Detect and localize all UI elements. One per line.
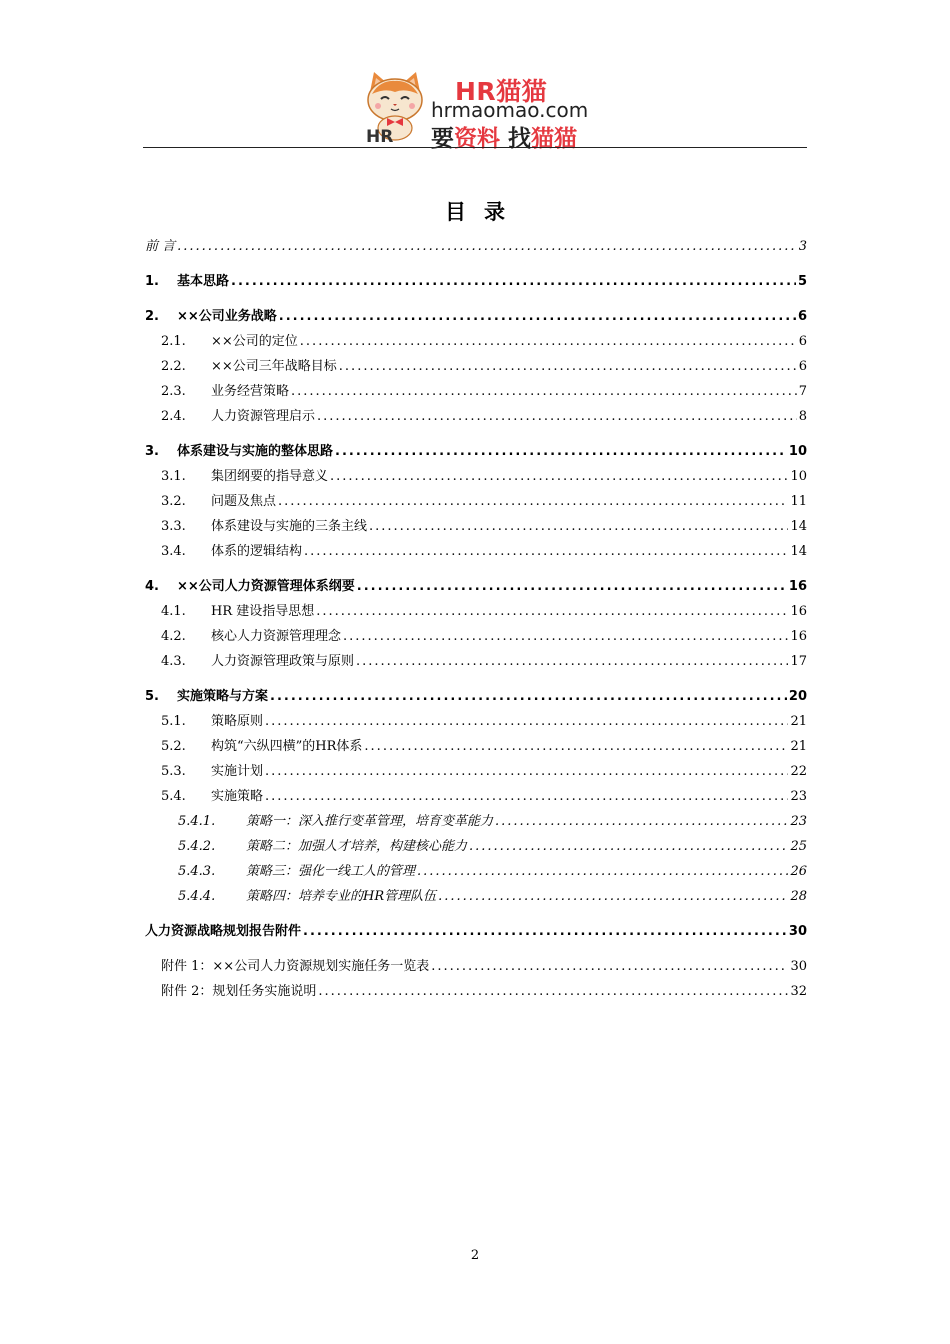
toc-entry-page: 30: [788, 924, 807, 939]
toc-entry-page: 6: [797, 309, 807, 324]
toc-entry-title: ××公司的定位: [211, 334, 298, 349]
toc-entry[interactable]: [145, 649, 807, 674]
toc-appendix-heading[interactable]: [145, 919, 807, 944]
toc-entry-title: 人力资源战略规划报告附件: [145, 924, 302, 939]
toc-entry-title: 人力资源管理启示: [211, 409, 316, 424]
cat-mascot-icon: [360, 70, 430, 148]
toc-entry-number: 3.: [145, 444, 159, 459]
toc-entry-page: 26: [790, 864, 807, 879]
brand-logo: [360, 70, 600, 152]
toc-entry-number: 5.3.: [161, 764, 186, 779]
page-title: 目录: [445, 200, 523, 224]
toc-entry-title: 附件 1：××公司人力资源规划实施任务一览表: [161, 959, 430, 974]
toc-entry-page: 14: [790, 544, 807, 559]
toc-entry-title: ××公司三年战略目标: [211, 359, 337, 374]
toc-entry-title: 策略二：加强人才培养，构建核心能力: [246, 839, 468, 854]
toc-entry-page: 17: [790, 654, 807, 669]
dot-leader: [357, 574, 787, 599]
toc-entry[interactable]: [145, 489, 807, 514]
header-divider: [143, 147, 807, 148]
toc-entry[interactable]: [145, 599, 807, 624]
toc-entry-page: 7: [798, 384, 807, 399]
toc-entry-number: 1.: [145, 274, 159, 289]
toc-entry-number: 3.3.: [161, 519, 186, 534]
dot-leader: [279, 304, 796, 329]
toc-entry[interactable]: [145, 464, 807, 489]
toc-entry-title: ××公司人力资源管理体系纲要: [177, 579, 355, 594]
toc-entry-page: 10: [790, 469, 807, 484]
toc-entry-page: 11: [790, 494, 807, 509]
toc-entry-title: 实施策略: [211, 789, 264, 804]
dot-leader: [265, 709, 788, 734]
toc-entry-title: 核心人力资源管理理念: [211, 629, 342, 644]
dot-leader: [339, 354, 797, 379]
toc-appendix-entry[interactable]: [145, 979, 807, 1004]
toc-entry-number: 5.4.4.: [178, 889, 216, 904]
toc-entry-page: 5: [797, 274, 807, 289]
toc-entry-number: 4.3.: [161, 654, 186, 669]
toc-entry[interactable]: [145, 684, 807, 709]
toc-entry[interactable]: [145, 759, 807, 784]
dot-leader: [356, 649, 788, 674]
toc-entry-page: 8: [798, 409, 807, 424]
toc-entry-title: 策略原则: [211, 714, 264, 729]
toc-entry[interactable]: [145, 304, 807, 329]
toc-entry-page: 30: [790, 959, 807, 974]
toc-entry-page: 16: [790, 604, 807, 619]
toc-entry-title: 实施计划: [211, 764, 264, 779]
toc-entry-number: 3.1.: [161, 469, 186, 484]
toc-entry[interactable]: [145, 234, 807, 259]
toc-entry-page: 10: [788, 444, 807, 459]
toc-entry-title: 策略四：培养专业的HR管理队伍: [246, 889, 437, 904]
dot-leader: [316, 599, 788, 624]
toc-entry-page: 16: [790, 629, 807, 644]
toc-entry-number: 4.2.: [161, 629, 186, 644]
toc-entry-title: 人力资源管理政策与原则: [211, 654, 355, 669]
toc-entry-title: ××公司业务战略: [177, 309, 277, 324]
toc-entry-title: HR 建设指导思想: [211, 604, 315, 619]
toc-entry-title: 前 言: [145, 239, 176, 254]
toc-entry[interactable]: [145, 514, 807, 539]
toc-entry-title: 业务经营策略: [211, 384, 290, 399]
dot-leader: [270, 684, 787, 709]
toc-entry-number: 2.3.: [161, 384, 186, 399]
dot-leader: [417, 859, 788, 884]
toc-entry-number: 5.2.: [161, 739, 186, 754]
toc-entry[interactable]: [145, 269, 807, 294]
toc-entry-page: 21: [790, 714, 807, 729]
toc-entry[interactable]: [145, 539, 807, 564]
toc-entry[interactable]: [145, 834, 807, 859]
dot-leader: [265, 759, 788, 784]
toc-entry[interactable]: [145, 329, 807, 354]
toc-entry-title: 策略三：强化一线工人的管理: [246, 864, 416, 879]
toc-entry[interactable]: [145, 574, 807, 599]
toc-entry[interactable]: [145, 709, 807, 734]
toc-entry-page: 14: [790, 519, 807, 534]
toc-entry-number: 2.2.: [161, 359, 186, 374]
toc-appendix-entry[interactable]: [145, 954, 807, 979]
toc-entry-title: 基本思路: [177, 274, 230, 289]
toc-entry-page: 3: [798, 239, 807, 254]
toc-entry[interactable]: [145, 859, 807, 884]
toc-entry[interactable]: [145, 624, 807, 649]
toc-entry-number: 5.: [145, 689, 159, 704]
dot-leader: [304, 539, 788, 564]
toc-entry-title: 策略一：深入推行变革管理，培育变革能力: [246, 814, 494, 829]
dot-leader: [330, 464, 788, 489]
toc-entry-title: 体系的逻辑结构: [211, 544, 303, 559]
dot-leader: [265, 784, 788, 809]
dot-leader: [335, 439, 787, 464]
toc-entry-page: 23: [790, 789, 807, 804]
toc-entry-title: 集团纲要的指导意义: [211, 469, 329, 484]
svg-text:HR: HR: [366, 127, 394, 147]
toc-entry[interactable]: [145, 884, 807, 909]
dot-leader: [291, 379, 797, 404]
dot-leader: [343, 624, 788, 649]
dot-leader: [300, 329, 797, 354]
dot-leader: [369, 514, 788, 539]
toc-entry-page: 21: [790, 739, 807, 754]
toc-entry-page: 25: [790, 839, 807, 854]
toc-entry[interactable]: [145, 379, 807, 404]
brand-slogan: 要资料 找猫猫: [431, 126, 578, 152]
dot-leader: [317, 404, 797, 429]
toc-entry-number: 3.4.: [161, 544, 186, 559]
brand-url: hrmaomao.com: [431, 98, 589, 122]
toc-entry-number: 5.4.1.: [178, 814, 216, 829]
toc-entry-page: 32: [790, 984, 807, 999]
toc-entry-title: 实施策略与方案: [177, 689, 269, 704]
dot-leader: [231, 269, 796, 294]
toc-entry-page: 6: [798, 359, 807, 374]
toc-entry-page: 22: [790, 764, 807, 779]
brand-name: HR猫猫: [455, 77, 548, 106]
toc-entry-number: 2.4.: [161, 409, 186, 424]
dot-leader: [469, 834, 788, 859]
toc-entry-page: 16: [788, 579, 807, 594]
toc-entry-number: 5.4.: [161, 789, 186, 804]
toc-entry-number: 2.1.: [161, 334, 186, 349]
toc-entry-page: 23: [790, 814, 807, 829]
toc-entry-number: 3.2.: [161, 494, 186, 509]
toc-entry-title: 问题及焦点: [211, 494, 277, 509]
dot-leader: [431, 954, 788, 979]
toc-entry[interactable]: [145, 354, 807, 379]
toc-entry-page: 6: [798, 334, 807, 349]
dot-leader: [495, 809, 788, 834]
dot-leader: [278, 489, 788, 514]
dot-leader: [318, 979, 788, 1004]
page-number: 2: [470, 1248, 480, 1263]
dot-leader: [438, 884, 788, 909]
toc-entry-title: 体系建设与实施的整体思路: [177, 444, 334, 459]
toc-entry[interactable]: [145, 404, 807, 429]
toc-entry-number: 5.4.2.: [178, 839, 216, 854]
toc-entry-number: 4.: [145, 579, 159, 594]
toc-entry-number: 2.: [145, 309, 159, 324]
toc-entry-page: 28: [790, 889, 807, 904]
toc-entry-title: 体系建设与实施的三条主线: [211, 519, 368, 534]
toc-entry-title: 附件 2：规划任务实施说明: [161, 984, 317, 999]
toc-entry[interactable]: [145, 784, 807, 809]
toc-entry[interactable]: [145, 439, 807, 464]
dot-leader: [303, 919, 787, 944]
dot-leader: [177, 234, 797, 259]
toc-entry[interactable]: [145, 734, 807, 759]
toc-entry-number: 4.1.: [161, 604, 186, 619]
table-of-contents: [145, 234, 807, 1004]
toc-entry[interactable]: [145, 809, 807, 834]
toc-entry-number: 5.1.: [161, 714, 186, 729]
dot-leader: [364, 734, 788, 759]
toc-entry-title: 构筑“六纵四横”的HR体系: [211, 739, 363, 754]
toc-entry-page: 20: [788, 689, 807, 704]
toc-entry-number: 5.4.3.: [178, 864, 216, 879]
